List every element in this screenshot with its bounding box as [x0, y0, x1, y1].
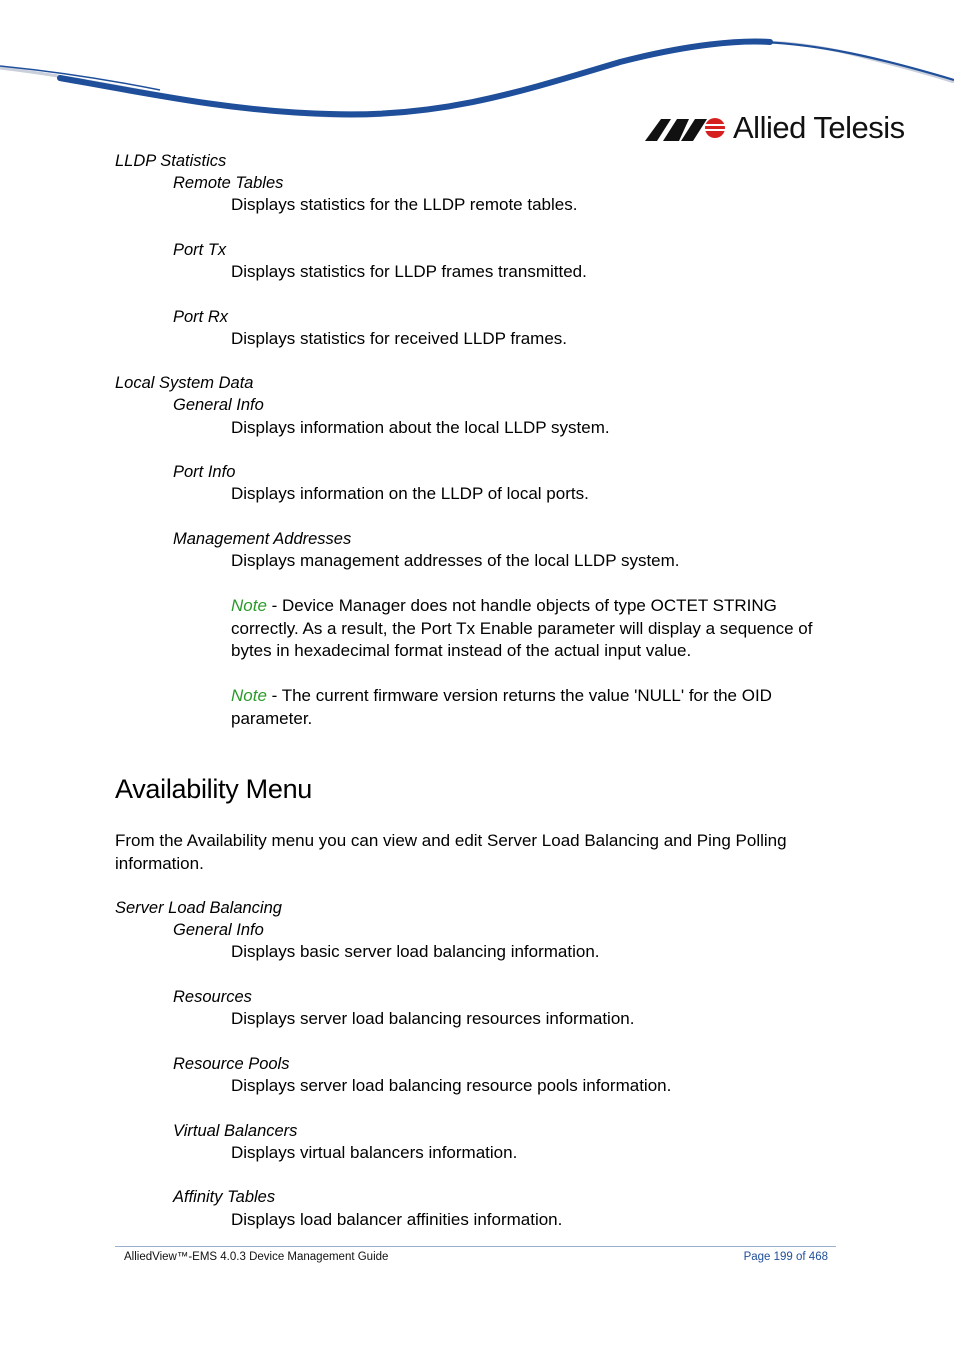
note-text: - Device Manager does not handle objects of type OCTET STRING correctly. As a result, the Port Tx Enable parameter will display a sequence of bytes in hexadecimal format instead of the actual input value. — [231, 596, 813, 660]
section-heading-availability: Availability Menu — [115, 774, 313, 804]
item-description: Displays load balancer affinities information. — [231, 1210, 563, 1229]
item-label: Resource Pools — [173, 1055, 290, 1073]
item-label: General Info — [173, 921, 264, 939]
note-label: Note — [231, 596, 267, 615]
section-title-server-load-balancing: Server Load Balancing — [115, 899, 282, 917]
note-paragraph — [231, 595, 831, 663]
item-label: Affinity Tables — [173, 1188, 276, 1206]
item-description: Displays server load balancing resource pools information. — [231, 1076, 672, 1095]
item-description: Displays statistics for LLDP frames transmitted. — [231, 262, 587, 281]
brand-logo — [645, 108, 905, 148]
note-text: - The current firmware version returns the value 'NULL' for the OID parameter. — [231, 686, 772, 728]
section-title-local-system-data: Local System Data — [115, 374, 254, 392]
item-label: Port Rx — [173, 308, 229, 326]
footer-divider — [115, 1246, 836, 1247]
item-description: Displays basic server load balancing information. — [231, 942, 600, 961]
brand-name: Allied Telesis — [733, 110, 905, 145]
item-label: Virtual Balancers — [173, 1122, 298, 1140]
item-description: Displays server load balancing resources information. — [231, 1009, 635, 1028]
item-description: Displays statistics for the LLDP remote tables. — [231, 195, 578, 214]
item-label: Resources — [173, 988, 252, 1006]
brand-mark-icon — [645, 115, 727, 141]
footer-doc-title: AlliedView™-EMS 4.0.3 Device Management Guide — [124, 1251, 389, 1263]
item-description: Displays virtual balancers information. — [231, 1143, 518, 1162]
item-description: Displays information about the local LLDP system. — [231, 418, 610, 437]
footer-page-number: Page 199 of 468 — [743, 1251, 828, 1263]
item-label: Port Info — [173, 463, 236, 481]
note-label: Note — [231, 686, 267, 705]
note-paragraph — [231, 685, 831, 730]
item-label: General Info — [173, 396, 264, 414]
item-description: Displays management addresses of the local LLDP system. — [231, 551, 680, 570]
item-label: Remote Tables — [173, 174, 284, 192]
availability-intro: From the Availability menu you can view and edit Server Load Balancing and Ping Polling information. — [115, 831, 787, 873]
item-description: Displays statistics for received LLDP frames. — [231, 329, 568, 348]
item-label: Port Tx — [173, 241, 227, 259]
section-title-lldp-statistics: LLDP Statistics — [115, 152, 227, 170]
item-description: Displays information on the LLDP of local ports. — [231, 484, 589, 503]
item-label: Management Addresses — [173, 530, 352, 548]
